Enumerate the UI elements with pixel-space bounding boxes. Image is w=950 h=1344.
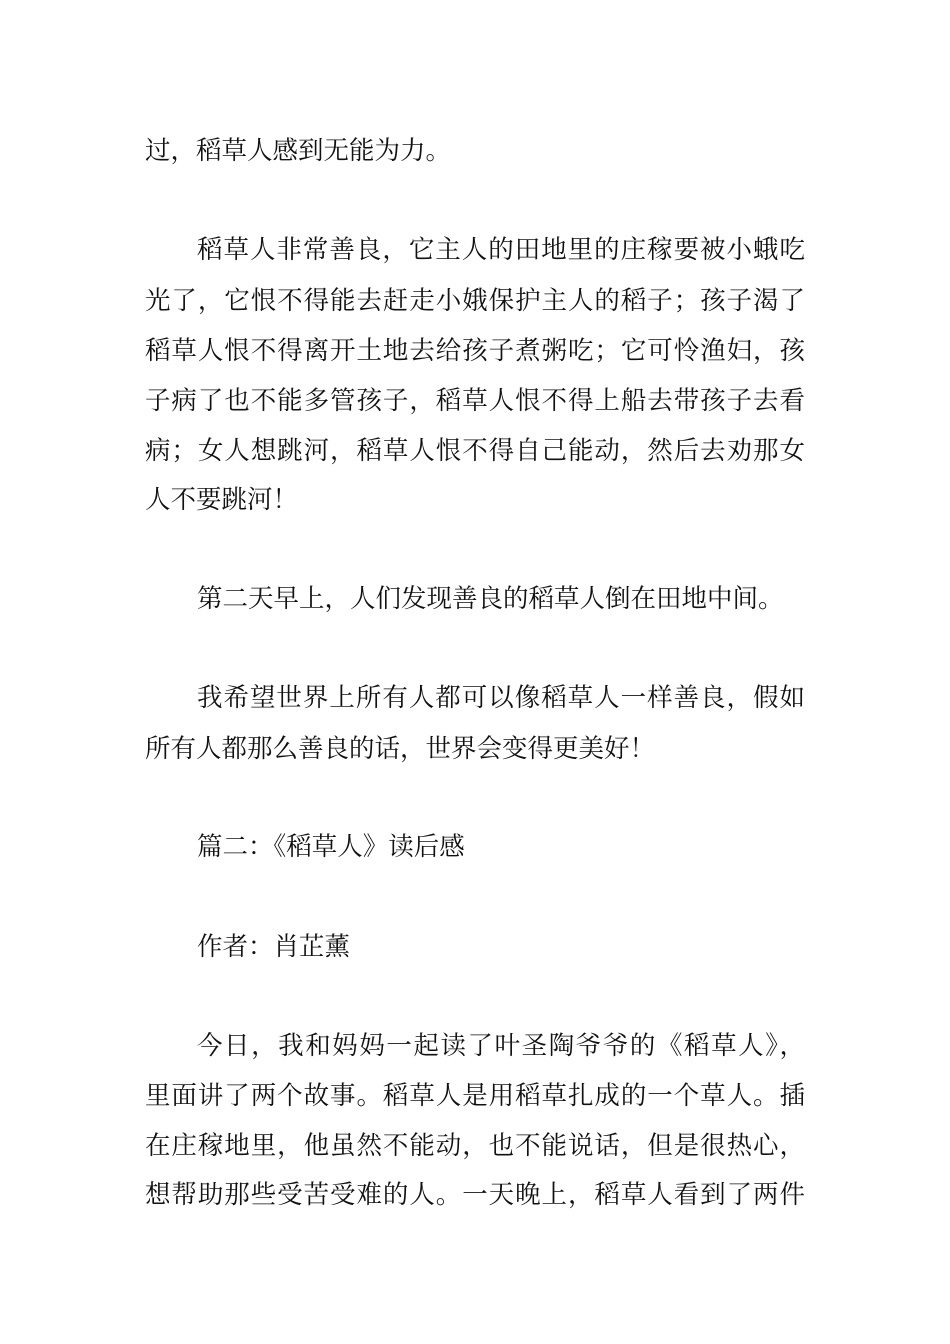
author-line: 作者：肖芷薰 [197,932,351,962]
paragraph-line: 我希望世界上所有人都可以像稻草人一样善良，假如 [197,683,805,713]
paragraph-line: 今日，我和妈妈一起读了叶圣陶爷爷的《稻草人》， [197,1031,805,1061]
paragraph-line: 在庄稼地里，他虽然不能动，也不能说话，但是很热心， [145,1131,805,1161]
paragraph-line: 第二天早上，人们发现善良的稻草人倒在田地中间。 [197,584,784,614]
section-heading: 篇二：《稻草人》读后感 [197,832,465,862]
paragraph-line: 过，稻草人感到无能为力。 [145,136,452,166]
paragraph-line: 所有人都那么善良的话，世界会变得更美好！ [145,734,656,764]
paragraph-line: 人不要跳河！ [145,485,299,515]
paragraph-line: 想帮助那些受苦受难的人。一天晚上，稻草人看到了两件 [145,1180,805,1210]
paragraph-line: 稻草人非常善良，它主人的田地里的庄稼要被小蛾吃 [197,235,805,265]
paragraph-line: 光了，它恨不得能去赶走小娥保护主人的稻子；孩子渴了 [145,286,805,316]
paragraph-line: 病；女人想跳河，稻草人恨不得自己能动，然后去劝那女 [145,436,805,466]
paragraph-line: 稻草人恨不得离开土地去给孩子煮粥吃；它可怜渔妇，孩 [145,336,805,366]
paragraph-line: 里面讲了两个故事。稻草人是用稻草扎成的一个草人。插 [145,1081,805,1111]
paragraph-line: 子病了也不能多管孩子，稻草人恨不得上船去带孩子去看 [145,386,805,416]
